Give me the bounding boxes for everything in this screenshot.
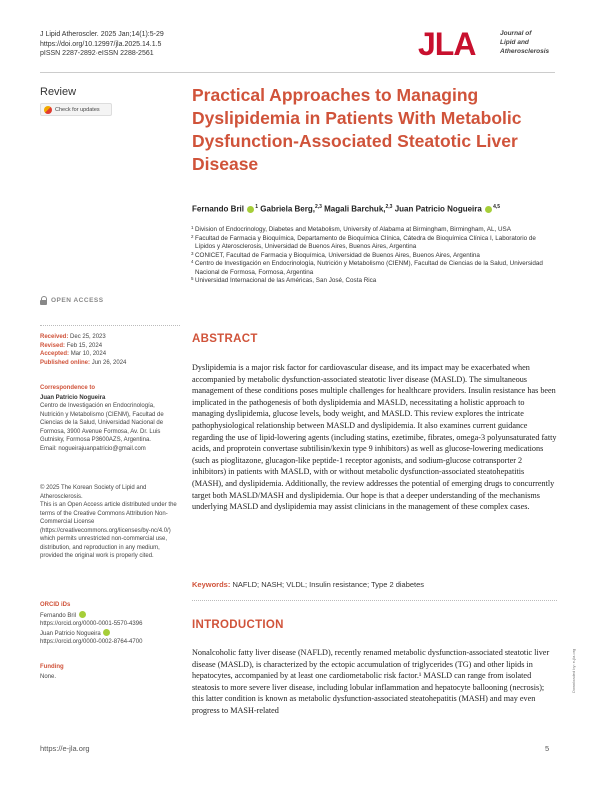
article-type: Review (40, 86, 77, 98)
journal-logo (418, 26, 558, 66)
orcid-link[interactable]: https://orcid.org/0000-0002-8764-4700 (40, 639, 143, 645)
orcid-icon[interactable] (485, 206, 492, 213)
affiliation: 1 Division of Endocrinology, Diabetes and Metabolism, University of Alabama at Birmingham, Birmingham, AL, USA (191, 225, 511, 233)
citation: J Lipid Atheroscler. 2025 Jan;14(1):5-29 (40, 31, 164, 38)
doi-link[interactable]: https://doi.org/10.12997/jla.2025.14.1.5 (40, 40, 162, 48)
open-access-badge: OPEN ACCESS (40, 296, 104, 304)
abstract-text: Dyslipidemia is a major risk factor for cardiovascular disease, and its impact may be exacerbated when accompanied by metabolic dysfunction-associated steatotic liver disease (MASLD). The simultaneous management of these conditions poses multiple challenges for healthcare providers. Insulin resistance has been implicated in the pathogenesis of both dyslipidemia and MASLD, necessitating a holistic approach to managing dyslipidemia, glucose levels, body weight, and MASLD. This review explores the intricate pathophysiological relationship between MASLD and dyslipidemia. It also examines current guidance regarding the use of lipid-lowering agents (including statins, ezetimibe, fibrates, omega-3 polyunsaturated fatty acids, and proprotein convertase subtilisin/kexin type 9 inhibitors) as well as glucose-lowering medications (such as pioglitazone, glucagon-like peptide-1 receptor agonists, and sodium-glucose cotransporter 2 inhibitors) in patients with MASLD, with or without metabolic dysfunction-associated steatohepatitis (MASH), and dyslipidemia. Additionally, the review addresses the potential of emerging drugs to concurrently target both MASLD/MASH and dyslipidemia. Our hope is that a deeper understanding of the mechanisms underlying MASLD and dyslipidemia may assist clinicians in the management of these complex cases. (192, 363, 557, 512)
correspondence (40, 384, 180, 453)
author: Gabriela Berg, (260, 204, 315, 214)
page-number: 5 (545, 744, 550, 753)
affiliation: 3 CONICET, Facultad de Farmacia y Bioquímica, Universidad de Buenos Aires, Buenos Aires, Argentina (191, 250, 480, 259)
orcid-icon[interactable] (247, 206, 254, 213)
section-divider (192, 600, 557, 601)
affiliation: 4 Centro de Investigación en Endocrinología, Nutrición y Metabolismo (CIENM), Facultad de Ciencias de la Salud, Universidad Nacional de Formosa, Formosa, Argentina (191, 259, 543, 276)
footer-url[interactable]: https://e-jla.org (40, 744, 90, 753)
funding: Funding None. (40, 664, 64, 680)
introduction-text: Nonalcoholic fatty liver disease (NAFLD), recently renamed metabolic dysfunction-associated steatotic liver disease (MASLD), is characterized by the ectopic accumulation of triglycerides (TG) and other lipids in hepatocytes, accompanied by at least one cardiometabolic risk factor.¹ MASLD can range from isolated steatosis to more severe liver disease, including lobular inflammation and hepatocyte ballooning (necrosis); this latter condition is known as metabolic dysfunction-associated steatohepatitis (MASH) and may even progress to MASH-related (192, 648, 550, 715)
article-title: Practical Approaches to Managing Dyslipidemia in Patients With Metabolic Dysfunction-Associated Steatotic Liver Disease (192, 85, 522, 174)
correspondence-heading: Correspondence to (40, 385, 96, 391)
affiliation: 5 Universidad Internacional de las Américas, San José, Costa Rica (191, 276, 377, 284)
logo-mark: JLA (418, 26, 476, 62)
crossmark-icon (44, 106, 52, 114)
correspondent-address: Centro de Investigación en Endocrinología, Nutrición y Metabolismo (CIENM), Facultad de Ciencias de la Salud, Universidad Nacional de Formosa, 3900 Avenue Formosa, Av. Dr. Luis Gutnisky, Formosa P3600AZS, Argentina. (40, 403, 164, 443)
correspondent-email[interactable]: Email: nogueirajuanpatricio@gmail.com (40, 445, 146, 452)
license (40, 484, 180, 561)
author: Fernando Bril (192, 204, 245, 214)
article-dates: Received: Dec 25, 2023 Revised: Feb 15, 2024 Accepted: Mar 10, 2024 Published online: Jun 26, 2024 (40, 334, 127, 366)
author: Magali Barchuk, (324, 204, 386, 214)
correspondent-name: Juan Patricio Nogueira (40, 394, 106, 401)
open-lock-icon (40, 296, 47, 304)
journal-meta (40, 30, 164, 59)
affiliations (192, 226, 557, 286)
orcid-icon[interactable] (103, 629, 110, 636)
author-list: Fernando Bril $^1$ Gabriela Berg,$^{2,3}$ Magali Barchuk,$^{2,3}$ Juan Patricio Nogueira $^{4,5}$ (192, 204, 501, 214)
copyright: © 2025 The Korean Society of Lipid and Atherosclerosis. (40, 485, 147, 500)
sidebar-divider (40, 325, 180, 326)
abstract-heading: ABSTRACT (192, 333, 258, 345)
keywords: Keywords: NAFLD; NASH; VLDL; Insulin resistance; Type 2 diabetes (192, 580, 425, 589)
issn: pISSN 2287-2892·eISSN 2288-2561 (40, 50, 154, 57)
introduction-heading: INTRODUCTION (192, 619, 284, 631)
logo-text: Journal of Lipid and Atherosclerosis (500, 30, 550, 55)
check-updates-label: Check for updates (55, 106, 100, 113)
author: Juan Patricio Nogueira (394, 204, 482, 214)
affiliation: 2 Facultad de Farmacia y Bioquímica, Departamento de Bioquímica Clínica, Cátedra de Bioquímica Clínica I, Laboratorio de Lípidos y Aterosclerosis, Universidad de Buenos Aires, Buenos Aires, Argentina (191, 233, 536, 250)
orcid-list: ORCID iDs Fernando Bril https://orcid.org/0000-0001-5570-4396 Juan Patricio Nogueira https://orcid.org/0000-0002-8764-4700 (40, 601, 180, 647)
check-updates-button[interactable] (40, 103, 112, 116)
orcid-link[interactable]: https://orcid.org/0000-0001-5570-4396 (40, 621, 143, 627)
download-note: Downloaded by: e-jla.org (571, 648, 576, 693)
orcid-icon[interactable] (79, 611, 86, 618)
license-text: This is an Open Access article distributed under the terms of the Creative Commons Attribution Non-Commercial License (https://creativecommons.org/licenses/by-nc/4.0/) which permits unrestricted non-commercial use, distribution, and reproduction in any medium, provided the original work is properly cited. (40, 502, 177, 559)
header-divider (40, 72, 555, 73)
